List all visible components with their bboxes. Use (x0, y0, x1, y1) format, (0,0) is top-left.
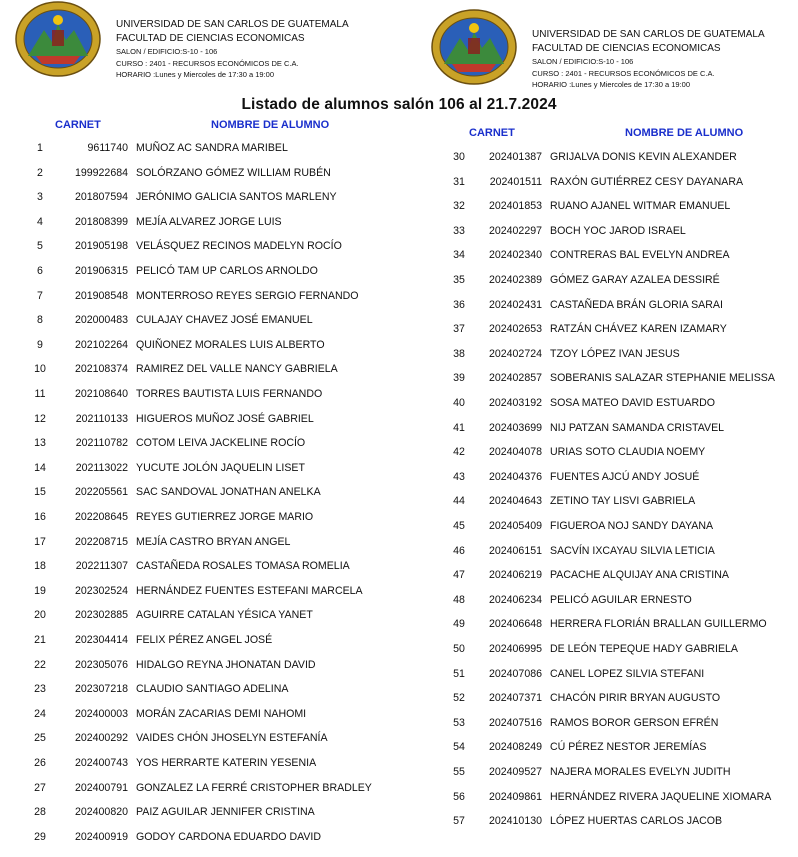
carnet-cell: 202208715 (74, 535, 128, 548)
row-number: 12 (34, 412, 46, 425)
carnet-cell: 202302885 (74, 609, 128, 622)
row-number: 45 (453, 520, 465, 532)
row-number: 11 (34, 388, 46, 400)
carnet-cell: 201906315 (74, 265, 128, 277)
student-name-cell: CASTAÑEDA BRÁN GLORIA SARAI (550, 298, 723, 311)
carnet-cell: 202400820 (74, 806, 128, 819)
university-seal-icon (430, 8, 518, 86)
carnet-column-header: CARNET (55, 119, 101, 131)
university-name: UNIVERSIDAD DE SAN CARLOS DE GUATEMALA (532, 29, 765, 40)
student-name-cell: PELICÓ TAM UP CARLOS ARNOLDO (136, 265, 318, 277)
student-name-cell: SOBERANIS SALAZAR STEPHANIE MELISSA (550, 372, 775, 385)
student-name-cell: GODOY CARDONA EDUARDO DAVID (136, 830, 322, 843)
row-number: 46 (453, 544, 465, 557)
row-number: 38 (453, 347, 465, 360)
carnet-cell: 202404643 (488, 495, 542, 508)
carnet-cell: 202108640 (74, 388, 128, 400)
carnet-cell: 201808399 (74, 215, 128, 228)
student-name-cell: REYES GUTIERREZ JORGE MARIO (136, 511, 314, 523)
faculty-name: FACULTAD DE CIENCIAS ECONOMICAS (532, 43, 721, 54)
carnet-cell: 202208645 (74, 511, 128, 523)
carnet-cell: 202410130 (488, 815, 542, 828)
carnet-cell: 202304414 (74, 634, 128, 646)
carnet-cell: 202406219 (488, 569, 542, 582)
row-number: 31 (453, 175, 465, 188)
carnet-cell: 202403699 (488, 421, 542, 434)
row-number: 35 (453, 274, 465, 286)
carnet-cell: 202407371 (488, 692, 542, 705)
student-name-cell: SACVÍN IXCAYAU SILVIA LETICIA (550, 544, 715, 557)
carnet-cell: 202404078 (488, 446, 542, 459)
carnet-cell: 202405409 (488, 520, 542, 532)
student-name-cell: PACACHE ALQUIJAY ANA CRISTINA (550, 569, 729, 582)
row-number: 52 (453, 692, 465, 705)
carnet-cell: 202402431 (488, 298, 542, 311)
row-number: 8 (37, 314, 43, 327)
carnet-cell: 202402297 (488, 224, 542, 237)
student-name-cell: SOSA MATEO DAVID ESTUARDO (550, 397, 716, 409)
row-number: 20 (34, 609, 46, 622)
carnet-cell: 202409861 (488, 790, 542, 803)
carnet-cell: 202402389 (488, 274, 542, 286)
carnet-cell: 202205561 (74, 486, 128, 499)
student-name-cell: FIGUEROA NOJ SANDY DAYANA (550, 520, 714, 532)
student-name-cell: NAJERA MORALES EVELYN JUDITH (550, 766, 731, 778)
salon-info: SALON / EDIFICIO:S-10 - 106 (532, 57, 634, 66)
student-name-cell: COTOM LEIVA JACKELINE ROCÍO (136, 437, 306, 450)
row-number: 42 (453, 446, 465, 459)
student-name-cell: MEJÍA ALVAREZ JORGE LUIS (136, 215, 282, 228)
row-number: 27 (34, 781, 46, 794)
student-name-cell: ZETINO TAY LISVI GABRIELA (550, 495, 696, 508)
student-name-cell: NIJ PATZAN SAMANDA CRISTAVEL (550, 421, 725, 434)
student-name-cell: CÚ PÉREZ NESTOR JEREMÍAS (550, 741, 707, 754)
row-number: 43 (453, 470, 465, 483)
row-number: 47 (453, 569, 465, 582)
student-name-cell: CONTRERAS BAL EVELYN ANDREA (550, 249, 730, 262)
course-info: CURSO : 2401 - RECURSOS ECONÓMICOS DE C.A. (532, 68, 715, 78)
student-name-cell: GÓMEZ GARAY AZALEA DESSIRÉ (550, 274, 720, 286)
carnet-cell: 202407086 (488, 667, 542, 680)
carnet-cell: 202110133 (75, 412, 128, 425)
header-text-right (532, 28, 798, 91)
row-number: 55 (453, 766, 465, 778)
row-number: 40 (453, 397, 465, 409)
carnet-column-header: CARNET (469, 127, 515, 139)
carnet-cell: 201807594 (74, 191, 128, 204)
carnet-cell: 202409527 (488, 766, 542, 778)
student-name-cell: HERNÁNDEZ FUENTES ESTEFANI MARCELA (136, 584, 363, 597)
carnet-cell: 202401511 (489, 175, 542, 188)
row-number: 19 (34, 584, 46, 597)
student-name-cell: MORÁN ZACARIAS DEMI NAHOMI (136, 707, 307, 720)
carnet-cell: 202402653 (488, 323, 542, 336)
row-number: 13 (34, 437, 46, 450)
row-number: 3 (37, 191, 43, 204)
row-number: 24 (34, 707, 46, 720)
student-name-cell: RAMOS BOROR GERSON EFRÉN (550, 716, 719, 729)
course-info: CURSO : 2401 - RECURSOS ECONÓMICOS DE C.A. (116, 58, 299, 68)
student-name-cell: GONZALEZ LA FERRÉ CRISTOPHER BRADLEY (136, 781, 372, 794)
student-name-cell: VAIDES CHÓN JHOSELYN ESTEFANÍA (136, 732, 328, 745)
carnet-cell: 202406995 (488, 643, 542, 655)
student-name-cell: SOLÓRZANO GÓMEZ WILLIAM RUBÉN (136, 166, 331, 179)
carnet-cell: 202406234 (488, 593, 542, 606)
student-name-cell: MUÑOZ AC SANDRA MARIBEL (136, 142, 288, 154)
student-name-cell: CASTAÑEDA ROSALES TOMASA ROMELIA (136, 560, 350, 573)
student-name-cell: PELICÓ AGUILAR ERNESTO (550, 593, 692, 606)
student-name-cell: RATZÁN CHÁVEZ KAREN IZAMARY (550, 323, 727, 336)
student-name-cell: TORRES BAUTISTA LUIS FERNANDO (136, 388, 323, 400)
student-name-cell: URIAS SOTO CLAUDIA NOEMY (550, 446, 706, 459)
carnet-cell: 202403192 (488, 397, 542, 409)
row-number: 16 (34, 511, 46, 523)
carnet-cell: 202402340 (488, 249, 542, 262)
carnet-cell: 202108374 (74, 363, 128, 376)
row-number: 39 (453, 372, 465, 385)
carnet-cell: 201908548 (74, 289, 128, 302)
carnet-cell: 202307218 (74, 683, 128, 696)
student-name-cell: DE LEÓN TEPEQUE HADY GABRIELA (550, 643, 739, 655)
carnet-cell: 202404376 (488, 470, 542, 483)
name-column-header: NOMBRE DE ALUMNO (211, 119, 330, 131)
row-number: 2 (37, 166, 43, 179)
carnet-cell: 202406151 (488, 544, 542, 557)
student-name-cell: TZOY LÓPEZ IVAN JESUS (550, 347, 680, 360)
carnet-cell: 202000483 (74, 314, 128, 327)
carnet-cell: 202400292 (74, 732, 128, 745)
student-name-cell: HERNÁNDEZ RIVERA JAQUELINE XIOMARA (550, 790, 772, 803)
row-number: 28 (34, 806, 46, 819)
row-number: 5 (37, 240, 43, 253)
student-name-cell: RAXÓN GUTIÉRREZ CESY DAYANARA (550, 175, 744, 188)
header-text-left (116, 18, 416, 81)
row-number: 23 (34, 683, 46, 696)
row-number: 30 (453, 151, 465, 163)
student-name-cell: AGUIRRE CATALAN YÉSICA YANET (136, 609, 313, 622)
carnet-cell: 202407516 (488, 716, 542, 729)
row-number: 54 (453, 741, 465, 754)
salon-info: SALON / EDIFICIO:S-10 - 106 (116, 47, 218, 56)
carnet-cell: 202400919 (74, 830, 128, 843)
row-number: 33 (453, 224, 465, 237)
row-number: 18 (34, 560, 46, 573)
row-number: 7 (37, 289, 43, 302)
row-number: 57 (453, 815, 465, 828)
carnet-cell: 202211307 (75, 560, 128, 573)
student-name-cell: YOS HERRARTE KATERIN YESENIA (136, 757, 317, 769)
row-number: 49 (453, 618, 465, 631)
student-name-cell: QUIÑONEZ MORALES LUIS ALBERTO (136, 338, 325, 351)
carnet-cell: 202402857 (488, 372, 542, 385)
row-number: 15 (34, 486, 46, 499)
row-number: 29 (34, 830, 46, 843)
student-name-cell: FUENTES AJCÚ ANDY JOSUÉ (550, 470, 700, 483)
student-name-cell: YUCUTE JOLÓN JAQUELIN LISET (136, 461, 305, 474)
student-name-cell: FELIX PÉREZ ANGEL JOSÉ (136, 634, 273, 646)
row-number: 1 (37, 142, 43, 154)
row-number: 10 (34, 363, 46, 376)
row-number: 34 (453, 249, 465, 262)
row-number: 44 (453, 495, 465, 508)
row-number: 25 (34, 732, 46, 745)
carnet-cell: 202302524 (74, 584, 128, 597)
row-number: 32 (453, 200, 465, 213)
carnet-cell: 202406648 (488, 618, 542, 631)
student-name-cell: BOCH YOC JAROD ISRAEL (550, 224, 686, 237)
university-name: UNIVERSIDAD DE SAN CARLOS DE GUATEMALA (116, 19, 349, 30)
carnet-cell: 202401387 (488, 151, 542, 163)
row-number: 48 (453, 593, 465, 606)
student-name-cell: LÓPEZ HUERTAS CARLOS JACOB (550, 815, 723, 828)
student-name-cell: CULAJAY CHAVEZ JOSÉ EMANUEL (136, 314, 313, 327)
row-number: 26 (34, 757, 46, 769)
name-column-header: NOMBRE DE ALUMNO (625, 127, 744, 139)
list-title: Listado de alumnos salón 106 al 21.7.2024 (241, 96, 557, 113)
carnet-cell: 202400791 (74, 781, 128, 794)
student-name-cell: PAIZ AGUILAR JENNIFER CRISTINA (136, 806, 315, 819)
faculty-name: FACULTAD DE CIENCIAS ECONOMICAS (116, 33, 305, 44)
student-name-cell: HIGUEROS MUÑOZ JOSÉ GABRIEL (136, 412, 314, 425)
row-number: 53 (453, 716, 465, 729)
row-number: 36 (453, 298, 465, 311)
row-number: 4 (37, 215, 43, 228)
carnet-cell: 202110782 (75, 437, 128, 450)
row-number: 17 (34, 535, 46, 548)
student-name-cell: GRIJALVA DONIS KEVIN ALEXANDER (550, 151, 737, 163)
carnet-cell: 9611740 (87, 142, 128, 154)
student-name-cell: CLAUDIO SANTIAGO ADELINA (136, 683, 289, 696)
carnet-cell: 202102264 (74, 338, 128, 351)
row-number: 51 (453, 667, 465, 680)
row-number: 41 (453, 421, 465, 434)
row-number: 21 (34, 634, 46, 646)
student-name-cell: RUANO AJANEL WITMAR EMANUEL (550, 200, 731, 213)
schedule-info: HORARIO :Lunes y Miercoles de 17:30 a 19:00 (532, 80, 690, 89)
student-name-cell: SAC SANDOVAL JONATHAN ANELKA (136, 486, 321, 499)
university-seal-icon (14, 0, 102, 78)
row-number: 22 (34, 658, 46, 671)
student-name-cell: MONTERROSO REYES SERGIO FERNANDO (136, 289, 359, 302)
student-name-cell: HIDALGO REYNA JHONATAN DAVID (136, 658, 316, 671)
carnet-cell: 201905198 (74, 240, 128, 253)
row-number: 14 (34, 461, 46, 474)
student-name-cell: JERÓNIMO GALICIA SANTOS MARLENY (136, 191, 337, 204)
student-name-cell: VELÁSQUEZ RECINOS MADELYN ROCÍO (136, 240, 342, 253)
carnet-cell: 202408249 (488, 741, 542, 754)
row-number: 9 (37, 338, 43, 351)
student-name-cell: CHACÓN PIRIR BRYAN AUGUSTO (550, 692, 721, 705)
carnet-cell: 202400743 (74, 757, 128, 769)
carnet-cell: 202401853 (488, 200, 542, 213)
row-number: 56 (453, 790, 465, 803)
student-name-cell: RAMIREZ DEL VALLE NANCY GABRIELA (136, 363, 338, 376)
row-number: 37 (453, 323, 465, 336)
carnet-cell: 202113022 (75, 461, 128, 474)
student-name-cell: MEJÍA CASTRO BRYAN ANGEL (136, 535, 291, 548)
carnet-cell: 202400003 (74, 707, 128, 720)
carnet-cell: 202305076 (74, 658, 128, 671)
schedule-info: HORARIO :Lunes y Miercoles de 17:30 a 19:00 (116, 70, 274, 79)
row-number: 6 (37, 265, 43, 277)
carnet-cell: 202402724 (488, 347, 542, 360)
student-name-cell: CANEL LOPEZ SILVIA STEFANI (550, 667, 705, 680)
carnet-cell: 199922684 (74, 166, 128, 179)
row-number: 50 (453, 643, 465, 655)
student-name-cell: HERRERA FLORIÁN BRALLAN GUILLERMO (550, 618, 767, 631)
